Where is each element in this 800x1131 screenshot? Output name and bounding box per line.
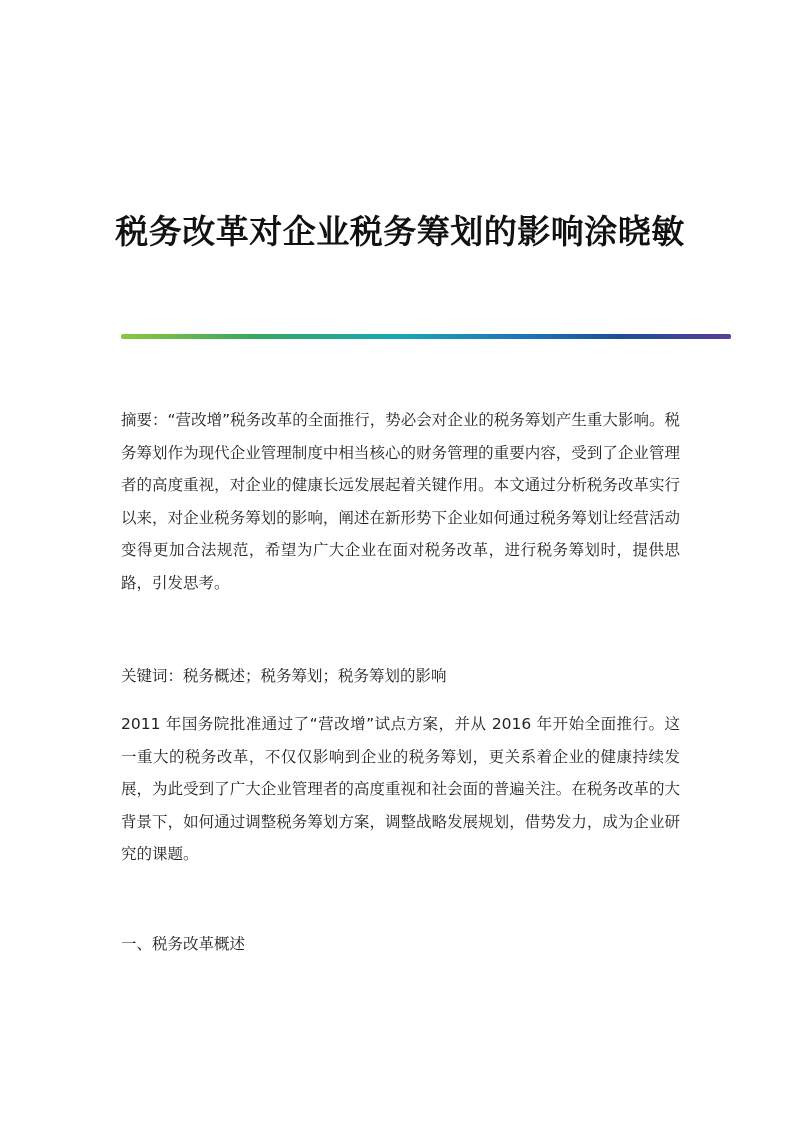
keywords-section — [121, 660, 680, 693]
title-divider — [121, 334, 731, 339]
abstract-section — [121, 404, 680, 599]
document-title: 税务改革对企业税务筹划的影响涂晓敏 — [115, 212, 685, 252]
intro-section — [121, 708, 680, 871]
section-heading-block — [121, 928, 680, 961]
section-heading: 一、税务改革概述 — [121, 935, 246, 953]
abstract-paragraph: 摘要：“营改增”税务改革的全面推行，势必会对企业的税务筹划产生重大影响。税务筹划作为现代企业管理制度中相当核心的财务管理的重要内容，受到了企业管理者的高度重视，对企业的健康长远发展起着关键作用。本文通过分析税务改革实行以来，对企业税务筹划的影响，阐述在新形势下企业如何通过税务筹划让经营活动变得更加合法规范，希望为广大企业在面对税务改革，进行税务筹划时，提供思路，引发思考。 — [121, 411, 680, 592]
intro-paragraph: 2011 年国务院批准通过了“营改增”试点方案，并从 2016 年开始全面推行。这一重大的税务改革，不仅仅影响到企业的税务筹划，更关系着企业的健康持续发展，为此受到了广大企业管理者的高度重视和社会面的普遍关注。在税务改革的大背景下，如何通过调整税务筹划方案，调整战略发展规划，借势发力，成为企业研究的课题。 — [121, 715, 680, 863]
keywords-line: 关键词：税务概述；税务筹划；税务筹划的影响 — [121, 667, 447, 685]
